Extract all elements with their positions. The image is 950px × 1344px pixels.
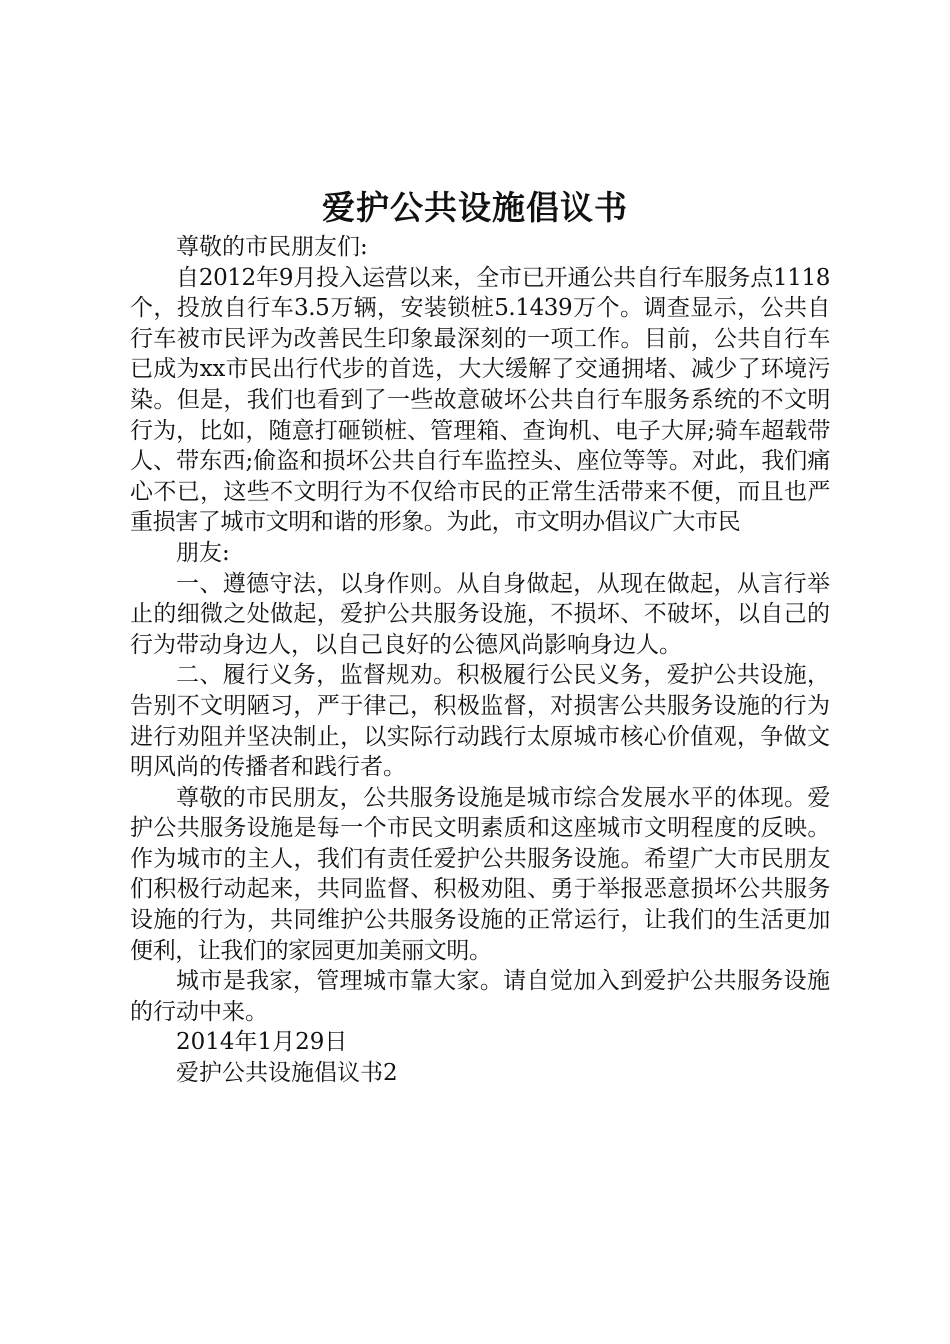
document-body <box>130 232 830 1089</box>
paragraph-closing: 城市是我家，管理城市靠大家。请自觉加入到爱护公共服务设施的行动中来。 <box>130 968 830 1025</box>
document-title: 爱护公共设施倡议书 <box>322 188 628 227</box>
paragraph-intro: 自2012年9月投入运营以来，全市已开通公共自行车服务点1118个，投放自行车3.5万辆，安装锁桩5.1439万个。调查显示，公共自行车被市民评为改善民生印象最深刻的一项工作。目前，公共自行车已成为xx市民出行代步的首选，大大缓解了交通拥堵、减少了环境污染。但是，我们也看到了一些故意破坏公共自行车服务系统的不文明行为，比如，随意打砸锁桩、管理箱、查询机、电子大屏;骑车超载带人、带东西;偷盗和损坏公共自行车监控头、座位等等。对此，我们痛心不已，这些不文明行为不仅给市民的正常生活带来不便，而且也严重损害了城市文明和谐的形象。为此，市文明办倡议广大市民 <box>130 264 830 536</box>
paragraph-point-two: 二、履行义务，监督规劝。积极履行公民义务，爱护公共设施，告别不文明陋习，严于律己，积极监督，对损害公共服务设施的行为进行劝阻并坚决制止，以实际行动践行太原城市核心价值观，争做文明风尚的传播者和践行者。 <box>130 662 830 781</box>
paragraph-appeal: 尊敬的市民朋友，公共服务设施是城市综合发展水平的体现。爱护公共服务设施是每一个市民文明素质和这座城市文明程度的反映。作为城市的主人，我们有责任爱护公共服务设施。希望广大市民朋友们积极行动起来，共同监督、积极劝阻、勇于举报恶意损坏公共服务设施的行为，共同维护公共服务设施的正常运行，让我们的生活更加便利，让我们的家园更加美丽文明。 <box>130 784 830 964</box>
document-date: 2014年1月29日 <box>176 1029 348 1056</box>
paragraph-point-one: 一、遵德守法，以身作则。从自身做起，从现在做起，从言行举止的细微之处做起，爱护公共服务设施，不损坏、不破坏，以自己的行为带动身边人，以自己良好的公德风尚影响身边人。 <box>130 570 830 658</box>
next-document-title: 爱护公共设施倡议书2 <box>176 1060 398 1087</box>
paragraph-friends: 朋友: <box>176 539 230 566</box>
salutation: 尊敬的市民朋友们: <box>176 234 368 260</box>
